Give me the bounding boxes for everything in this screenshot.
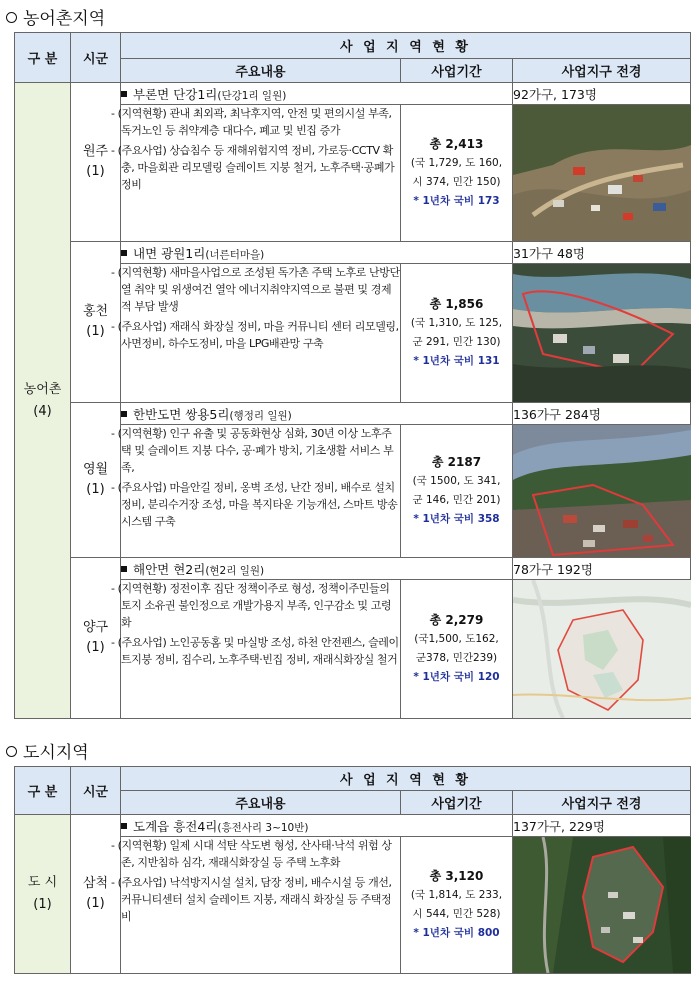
project-text: - (주요사업) 낙석방지시설 설치, 담장 정비, 배수시설 등 개선, 커뮤니티센터 설치 슬레이트 지붕, 재래식 화장실 등 주택정비 — [111, 876, 392, 923]
city-name: 영월 — [82, 462, 109, 477]
square-bullet-icon — [121, 250, 127, 256]
project-text: - (주요사업) 상습침수 등 재해위험지역 정비, 가로등·CCTV 확충, 마을회관 리모델링 슬레이트 지붕 철거, 노후주택·공폐가 정비 — [111, 144, 395, 191]
status-text: - (지역현황) 인구 유출 및 공동화현상 심화, 30년 이상 노후주택 및 슬레이트 지붕 다수, 공·폐가 방치, 기초생활 서비스 부족, — [111, 427, 394, 474]
period-total: 총 1,856 — [429, 297, 484, 311]
group-count: (4) — [33, 403, 52, 419]
village-name — [121, 83, 513, 105]
village-header-row — [15, 242, 691, 264]
village-name-text: 내면 광원1리 — [133, 245, 206, 261]
village-name — [121, 558, 513, 580]
project-text: - (주요사업) 재래식 화장실 정비, 마을 커뮤니티 센터 리모델링, 사면정비, 하수도정비, 마을 LPG배관망 구축 — [111, 320, 399, 350]
circle-bullet-icon — [6, 12, 17, 23]
period-cell — [401, 580, 513, 719]
village-content — [111, 264, 401, 403]
village-map-image — [513, 580, 691, 718]
village-header-row — [15, 83, 691, 105]
city-count: (1) — [86, 896, 105, 911]
urban-table — [14, 766, 691, 974]
group-cell — [15, 815, 71, 974]
households: 92가구, 173명 — [513, 83, 691, 105]
period-breakdown-2: 시 544, 민간 528) — [412, 908, 501, 920]
status-text: - (지역현황) 관내 최외곽, 최낙후지역, 안전 및 편의시설 부족, 독거노인 등 취약계층 대다수, 폐교 및 빈집 증가 — [111, 107, 392, 137]
aerial-photo-samcheok — [513, 837, 691, 974]
period-breakdown-2: 군 146, 민간 201) — [412, 494, 501, 506]
aerial-photo-wonju — [513, 105, 691, 242]
rural-section-title — [6, 4, 105, 29]
village-name — [121, 242, 513, 264]
status-text: - (지역현황) 새마을사업으로 조성된 독가촌 주택 노후로 난방단열 취약 및 위생여건 열악 에너지취약지역으로 불편 및 경제적 부담 발생 — [111, 266, 400, 313]
village-content — [111, 580, 401, 719]
village-name-sub: (행정리 일원) — [229, 409, 292, 422]
period-breakdown-2: 시 374, 민간 150) — [412, 176, 501, 188]
map-photo-yanggu — [513, 580, 691, 719]
square-bullet-icon — [121, 91, 127, 97]
header-city: 시군 — [71, 33, 121, 83]
period-first-year: * 1년차 국비 120 — [413, 671, 500, 683]
rural-title-text: 농어촌지역 — [23, 9, 106, 29]
city-count: (1) — [86, 482, 105, 497]
group-count: (1) — [33, 897, 52, 912]
header-division: 구 분 — [15, 33, 71, 83]
square-bullet-icon — [121, 411, 127, 417]
period-total: 총 3,120 — [429, 869, 484, 883]
village-photo-image — [513, 837, 691, 973]
village-content — [111, 425, 401, 558]
period-total: 총 2187 — [431, 455, 482, 469]
village-header-row — [15, 815, 691, 837]
period-cell — [401, 105, 513, 242]
square-bullet-icon — [121, 823, 127, 829]
status-text: - (지역현황) 일제 시대 석탄 삭도변 형성, 산사태·낙석 위험 상존, 지반침하 심각, 재래식화장실 등 주택 노후화 — [111, 839, 392, 869]
period-cell — [401, 425, 513, 558]
rural-table — [14, 32, 691, 719]
city-count: (1) — [86, 640, 105, 655]
village-name-text: 도계읍 흥전4리 — [133, 818, 218, 834]
period-breakdown-2: 군 291, 민간 130) — [412, 336, 501, 348]
households: 31가구 48명 — [513, 242, 691, 264]
households: 137가구, 229명 — [513, 815, 691, 837]
period-cell — [401, 264, 513, 403]
period-total: 총 2,279 — [429, 613, 484, 627]
village-name-text: 해안면 현2리 — [133, 561, 206, 577]
village-name-sub: (너른터마을) — [205, 248, 265, 261]
project-text: - (주요사업) 노인공동홈 및 마실방 조성, 하천 안전펜스, 슬레이트지붕 정비, 집수리, 노후주택·빈집 정비, 재래식화장실 철거 — [111, 636, 399, 666]
header-division: 구 분 — [15, 767, 71, 815]
village-name-text: 한반도면 쌍용5리 — [133, 406, 230, 422]
period-breakdown-1: (국 1500, 도 341, — [412, 475, 501, 487]
project-text: - (주요사업) 마을안길 정비, 옹벽 조성, 난간 정비, 배수로 설치 정비, 분리수거장 조성, 마을 복지타운 기능개선, 스마트 방송시스템 구축 — [111, 481, 398, 528]
village-name-text: 부론면 단강1리 — [133, 86, 218, 102]
header-view: 사업지구 전경 — [513, 59, 691, 83]
households: 136가구 284명 — [513, 403, 691, 425]
village-name — [121, 815, 513, 837]
group-label: 농어촌 — [23, 381, 62, 397]
city-name: 삼척 — [82, 876, 109, 891]
city-name: 양구 — [82, 620, 109, 635]
header-content: 주요내용 — [121, 791, 401, 815]
aerial-photo-hongcheon — [513, 264, 691, 403]
city-count: (1) — [86, 164, 105, 179]
village-photo-image — [513, 105, 691, 241]
status-text: - (지역현황) 정전이후 집단 정책이주로 형성, 정책이주민들의 토지 소유권 불인정으로 개발가용지 부족, 인구감소 및 고령화 — [111, 582, 392, 629]
period-breakdown-1: (국 1,814, 도 233, — [410, 889, 503, 901]
aerial-photo-yeongwol — [513, 425, 691, 558]
village-header-row — [15, 403, 691, 425]
village-photo-image — [513, 264, 691, 402]
period-first-year: * 1년차 국비 358 — [413, 513, 500, 525]
header-content: 주요내용 — [121, 59, 401, 83]
city-name: 원주 — [82, 144, 109, 159]
header-period: 사업기간 — [401, 791, 513, 815]
households: 78가구 192명 — [513, 558, 691, 580]
village-name — [121, 403, 513, 425]
period-first-year: * 1년차 국비 131 — [413, 355, 500, 367]
header-status: 사 업 지 역 현 황 — [121, 767, 691, 791]
square-bullet-icon — [121, 566, 127, 572]
group-cell — [15, 83, 71, 719]
urban-section-title — [6, 738, 89, 763]
village-photo-image — [513, 425, 691, 557]
urban-title-text: 도시지역 — [23, 743, 89, 763]
period-cell — [401, 837, 513, 974]
header-city: 시군 — [71, 767, 121, 815]
village-content — [111, 837, 401, 974]
village-header-row — [15, 558, 691, 580]
city-name: 홍천 — [82, 304, 109, 319]
period-first-year: * 1년차 국비 173 — [413, 195, 500, 207]
header-view: 사업지구 전경 — [513, 791, 691, 815]
village-name-sub: (현2리 일원) — [205, 564, 265, 577]
period-breakdown-1: (국1,500, 도162, — [414, 633, 499, 645]
period-first-year: * 1년차 국비 800 — [413, 927, 500, 939]
period-breakdown-1: (국 1,729, 도 160, — [410, 157, 503, 169]
city-count: (1) — [86, 324, 105, 339]
header-period: 사업기간 — [401, 59, 513, 83]
group-label: 도 시 — [27, 875, 58, 890]
period-total: 총 2,413 — [429, 137, 484, 151]
circle-bullet-icon — [6, 746, 17, 757]
header-status: 사 업 지 역 현 황 — [121, 33, 691, 59]
village-name-sub: (흥전사리 3~10반) — [217, 821, 309, 834]
village-name-sub: (단강1리 일원) — [217, 89, 287, 102]
period-breakdown-1: (국 1,310, 도 125, — [410, 317, 503, 329]
period-breakdown-2: 군378, 민간239) — [415, 652, 498, 664]
village-content — [111, 105, 401, 242]
